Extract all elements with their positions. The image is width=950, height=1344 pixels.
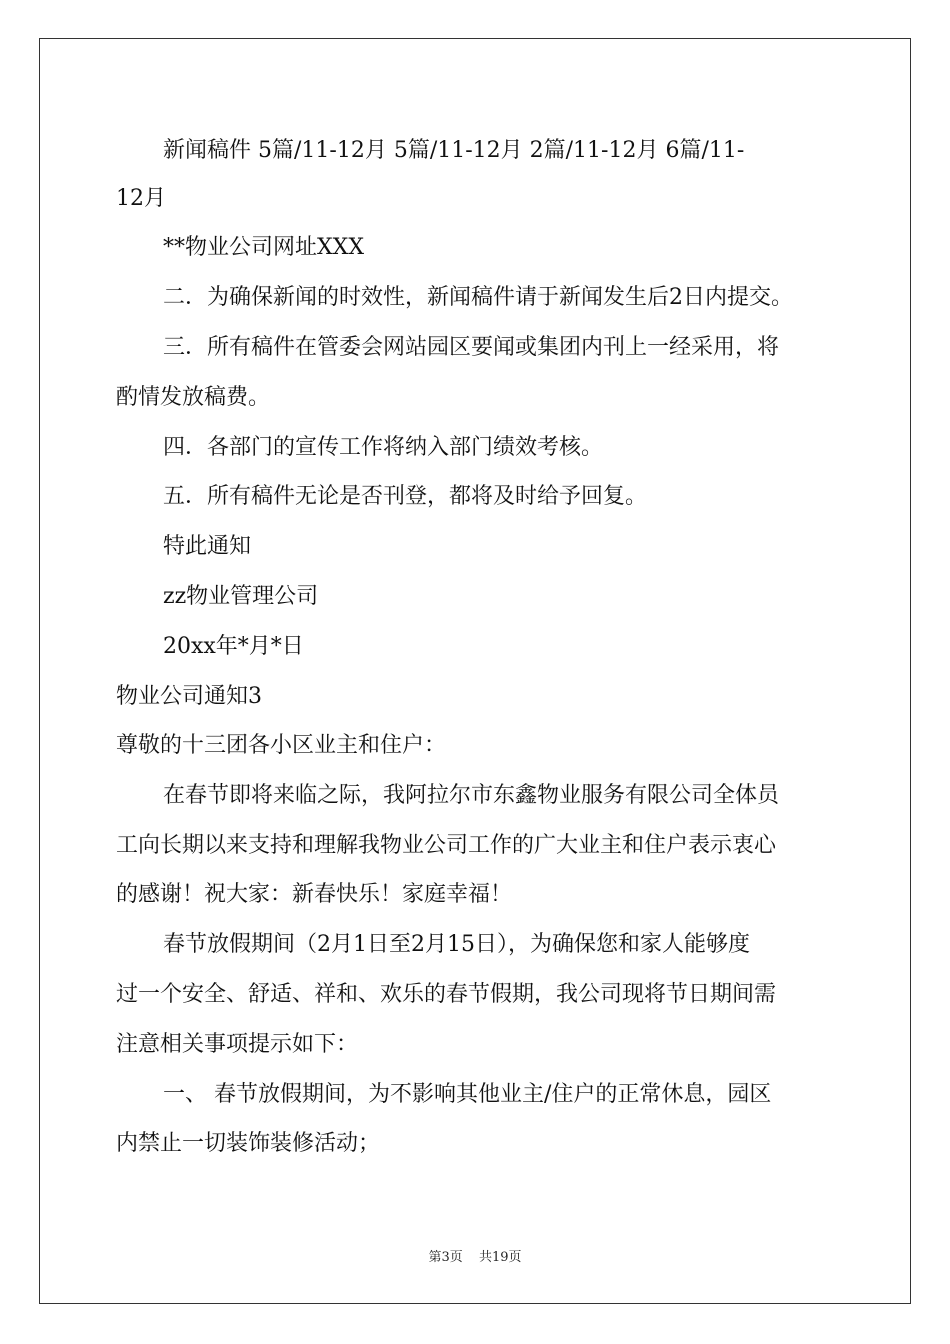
page-footer: [0, 1246, 950, 1265]
salutation: 尊敬的十三团各小区业主和住户：: [116, 733, 447, 758]
page-border: [39, 38, 911, 1304]
text-line: 春节放假期间（2月1日至2月15日），为确保您和家人能够度: [163, 932, 750, 957]
text-line: 工向长期以来支持和理解我物业公司工作的广大业主和住户表示衷心: [116, 833, 777, 858]
text-line: 内禁止一切装饰装修活动；: [116, 1131, 381, 1156]
text-line: 四．各部门的宣传工作将纳入部门绩效考核。: [163, 435, 604, 460]
text-line: 三．所有稿件在管委会网站园区要闻或集团内刊上一经采用，将: [163, 335, 780, 360]
text-line: 一、 春节放假期间，为不影响其他业主/住户的正常休息，园区: [163, 1082, 772, 1107]
text-line: 二．为确保新闻的时效性，新闻稿件请于新闻发生后2日内提交。: [163, 285, 793, 310]
text-line: 20xx年*月*日: [163, 634, 304, 659]
text-line: 过一个安全、舒适、祥和、欢乐的春节假期，我公司现将节日期间需: [116, 982, 777, 1007]
text-line: 在春节即将来临之际，我阿拉尔市东鑫物业服务有限公司全体员: [163, 783, 780, 808]
page-number: 第3页: [428, 1250, 463, 1265]
text-line: 注意相关事项提示如下：: [116, 1032, 359, 1057]
text-line: 酌情发放稿费。: [116, 385, 271, 410]
text-line: 五．所有稿件无论是否刊登，都将及时给予回复。: [163, 484, 648, 509]
section-title: 物业公司通知3: [116, 684, 262, 709]
text-line: 的感谢！祝大家：新春快乐！家庭幸福！: [116, 882, 513, 907]
text-line: 12月: [116, 186, 166, 211]
text-line: 新闻稿件 5篇/11-12月 5篇/11-12月 2篇/11-12月 6篇/11-: [163, 138, 745, 163]
text-line: **物业公司网址XXX: [163, 235, 364, 260]
text-line: zz物业管理公司: [163, 584, 319, 609]
text-line: 特此通知: [163, 534, 252, 559]
page-total: 共19页: [478, 1250, 522, 1265]
